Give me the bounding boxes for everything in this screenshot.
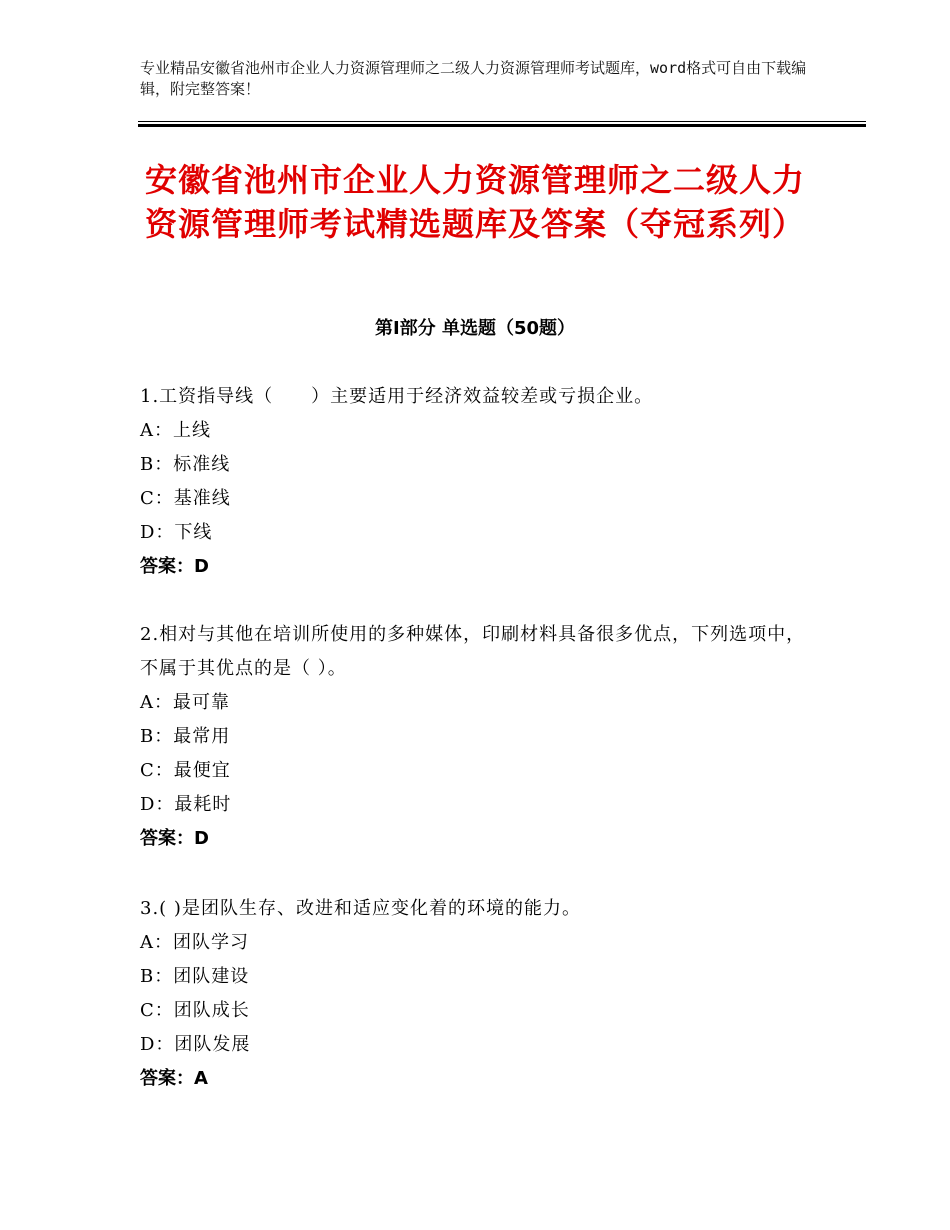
question-1	[140, 380, 820, 584]
answer: 答案：A	[140, 1068, 208, 1089]
question-text: 1.工资指导线（ ）主要适用于经济效益较差或亏损企业。	[140, 386, 654, 407]
question-2	[140, 618, 820, 856]
header-rule-top	[138, 121, 866, 122]
option-a: A：最可靠	[140, 692, 230, 713]
question-text: 3.( )是团队生存、改进和适应变化着的环境的能力。	[140, 898, 581, 919]
option-d: D：最耗时	[140, 794, 232, 815]
option-d: D：团队发展	[140, 1034, 251, 1055]
option-c: C：基准线	[140, 488, 231, 509]
question-3	[140, 892, 820, 1096]
question-text: 2.相对与其他在培训所使用的多种媒体，印刷材料具备很多优点，下列选项中，不属于其优点的是（ ）。	[140, 624, 806, 679]
option-c: C：最便宜	[140, 760, 231, 781]
header-rule-bottom	[138, 124, 866, 127]
answer: 答案：D	[140, 556, 209, 577]
option-b: B：最常用	[140, 726, 231, 747]
option-d: D：下线	[140, 522, 213, 543]
section-title: 第Ⅰ部分 单选题（50题）	[374, 318, 575, 339]
option-c: C：团队成长	[140, 1000, 250, 1021]
option-a: A：团队学习	[140, 932, 249, 953]
document-title: 安徽省池州市企业人力资源管理师之二级人力资源管理师考试精选题库及答案（夺冠系列）	[144, 161, 805, 243]
answer: 答案：D	[140, 828, 209, 849]
option-a: A：上线	[140, 420, 211, 441]
header-note: 专业精品安徽省池州市企业人力资源管理师之二级人力资源管理师考试题库，word格式可自由下载编辑，附完整答案！	[140, 59, 807, 98]
option-b: B：标准线	[140, 454, 231, 475]
option-b: B：团队建设	[140, 966, 250, 987]
